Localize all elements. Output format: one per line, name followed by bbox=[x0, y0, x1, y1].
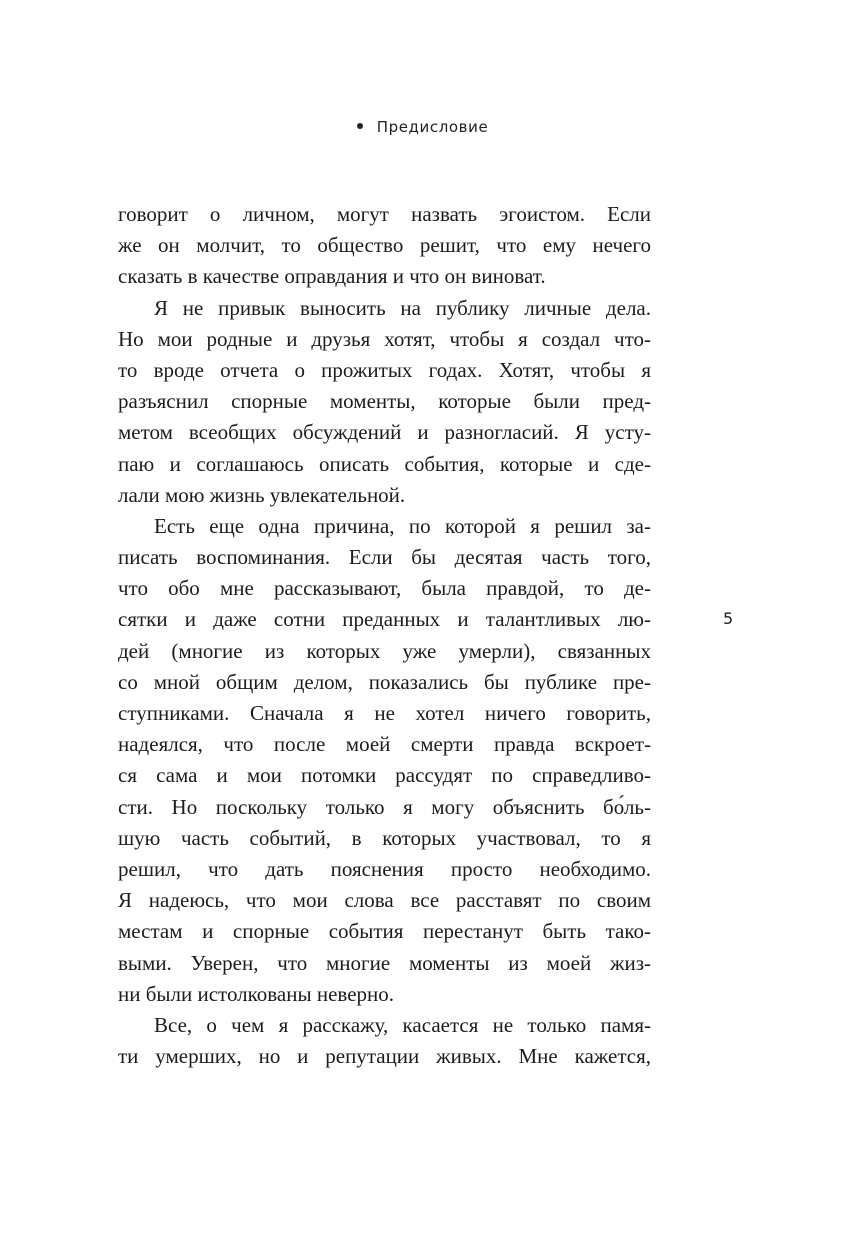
text-line: выми. Уверен, что многие моменты из моей жиз- bbox=[118, 950, 651, 975]
text-line: ни были истолкованы неверно. bbox=[118, 981, 395, 1006]
text-line: решил, что дать пояснения просто необходимо. bbox=[118, 856, 651, 881]
text-line: Все, о чем я расскажу, касается не только памя- bbox=[154, 1012, 651, 1037]
text-line: Я надеюсь, что мои слова все расставят по своим bbox=[118, 888, 651, 913]
running-header bbox=[0, 116, 845, 138]
text-line: Есть еще одна причина, по которой я решил за- bbox=[154, 513, 651, 538]
text-line: говорит о личном, могут назвать эгоистом. Если bbox=[118, 202, 651, 226]
text-line: шую часть событий, в которых участвовал, то я bbox=[118, 825, 651, 850]
text-line: надеялся, что после моей смерти правда вскроет- bbox=[118, 732, 651, 757]
text-line: лали мою жизнь увлекательной. bbox=[118, 482, 406, 507]
text-line: Но мои родные и друзья хотят, чтобы я создал что- bbox=[118, 326, 651, 351]
text-line: разъяснил спорные моменты, которые были пред- bbox=[118, 389, 651, 414]
text-line: дей (многие из которых уже умерли), связанных bbox=[118, 638, 651, 663]
body-text bbox=[118, 199, 651, 1072]
text-line: Я не привык выносить на публику личные дела. bbox=[154, 295, 651, 320]
text-line: то вроде отчета о прожитых годах. Хотят, чтобы я bbox=[118, 357, 651, 382]
text-line: сти. Но поскольку только я могу объяснить бо́ль- bbox=[118, 794, 651, 819]
text-line: же он молчит, то общество решит, что ему нечего bbox=[118, 233, 651, 258]
page-number: 5 bbox=[723, 609, 734, 628]
section-title: Предисловие bbox=[376, 118, 489, 136]
text-line: паю и соглашаюсь описать события, которые и сде- bbox=[118, 451, 651, 476]
text-line: что обо мне рассказывают, была правдой, то де- bbox=[118, 576, 651, 601]
bullet-icon bbox=[357, 123, 363, 129]
text-line: местам и спорные события перестанут быть тако- bbox=[118, 919, 651, 944]
text-line: сятки и даже сотни преданных и талантливых лю- bbox=[118, 607, 651, 632]
text-line: сказать в качестве оправдания и что он виноват. bbox=[118, 264, 546, 289]
text-line: метом всеобщих обсуждений и разногласий. Я усту- bbox=[118, 420, 651, 445]
text-line: со мной общим делом, показались бы публике пре- bbox=[118, 669, 651, 694]
text-line: ся сама и мои потомки рассудят по справедливо- bbox=[118, 763, 651, 788]
text-line: писать воспоминания. Если бы десятая часть того, bbox=[118, 545, 651, 570]
text-line: ступниками. Сначала я не хотел ничего говорить, bbox=[118, 701, 651, 725]
text-line: ти умерших, но и репутации живых. Мне кажется, bbox=[118, 1044, 651, 1069]
